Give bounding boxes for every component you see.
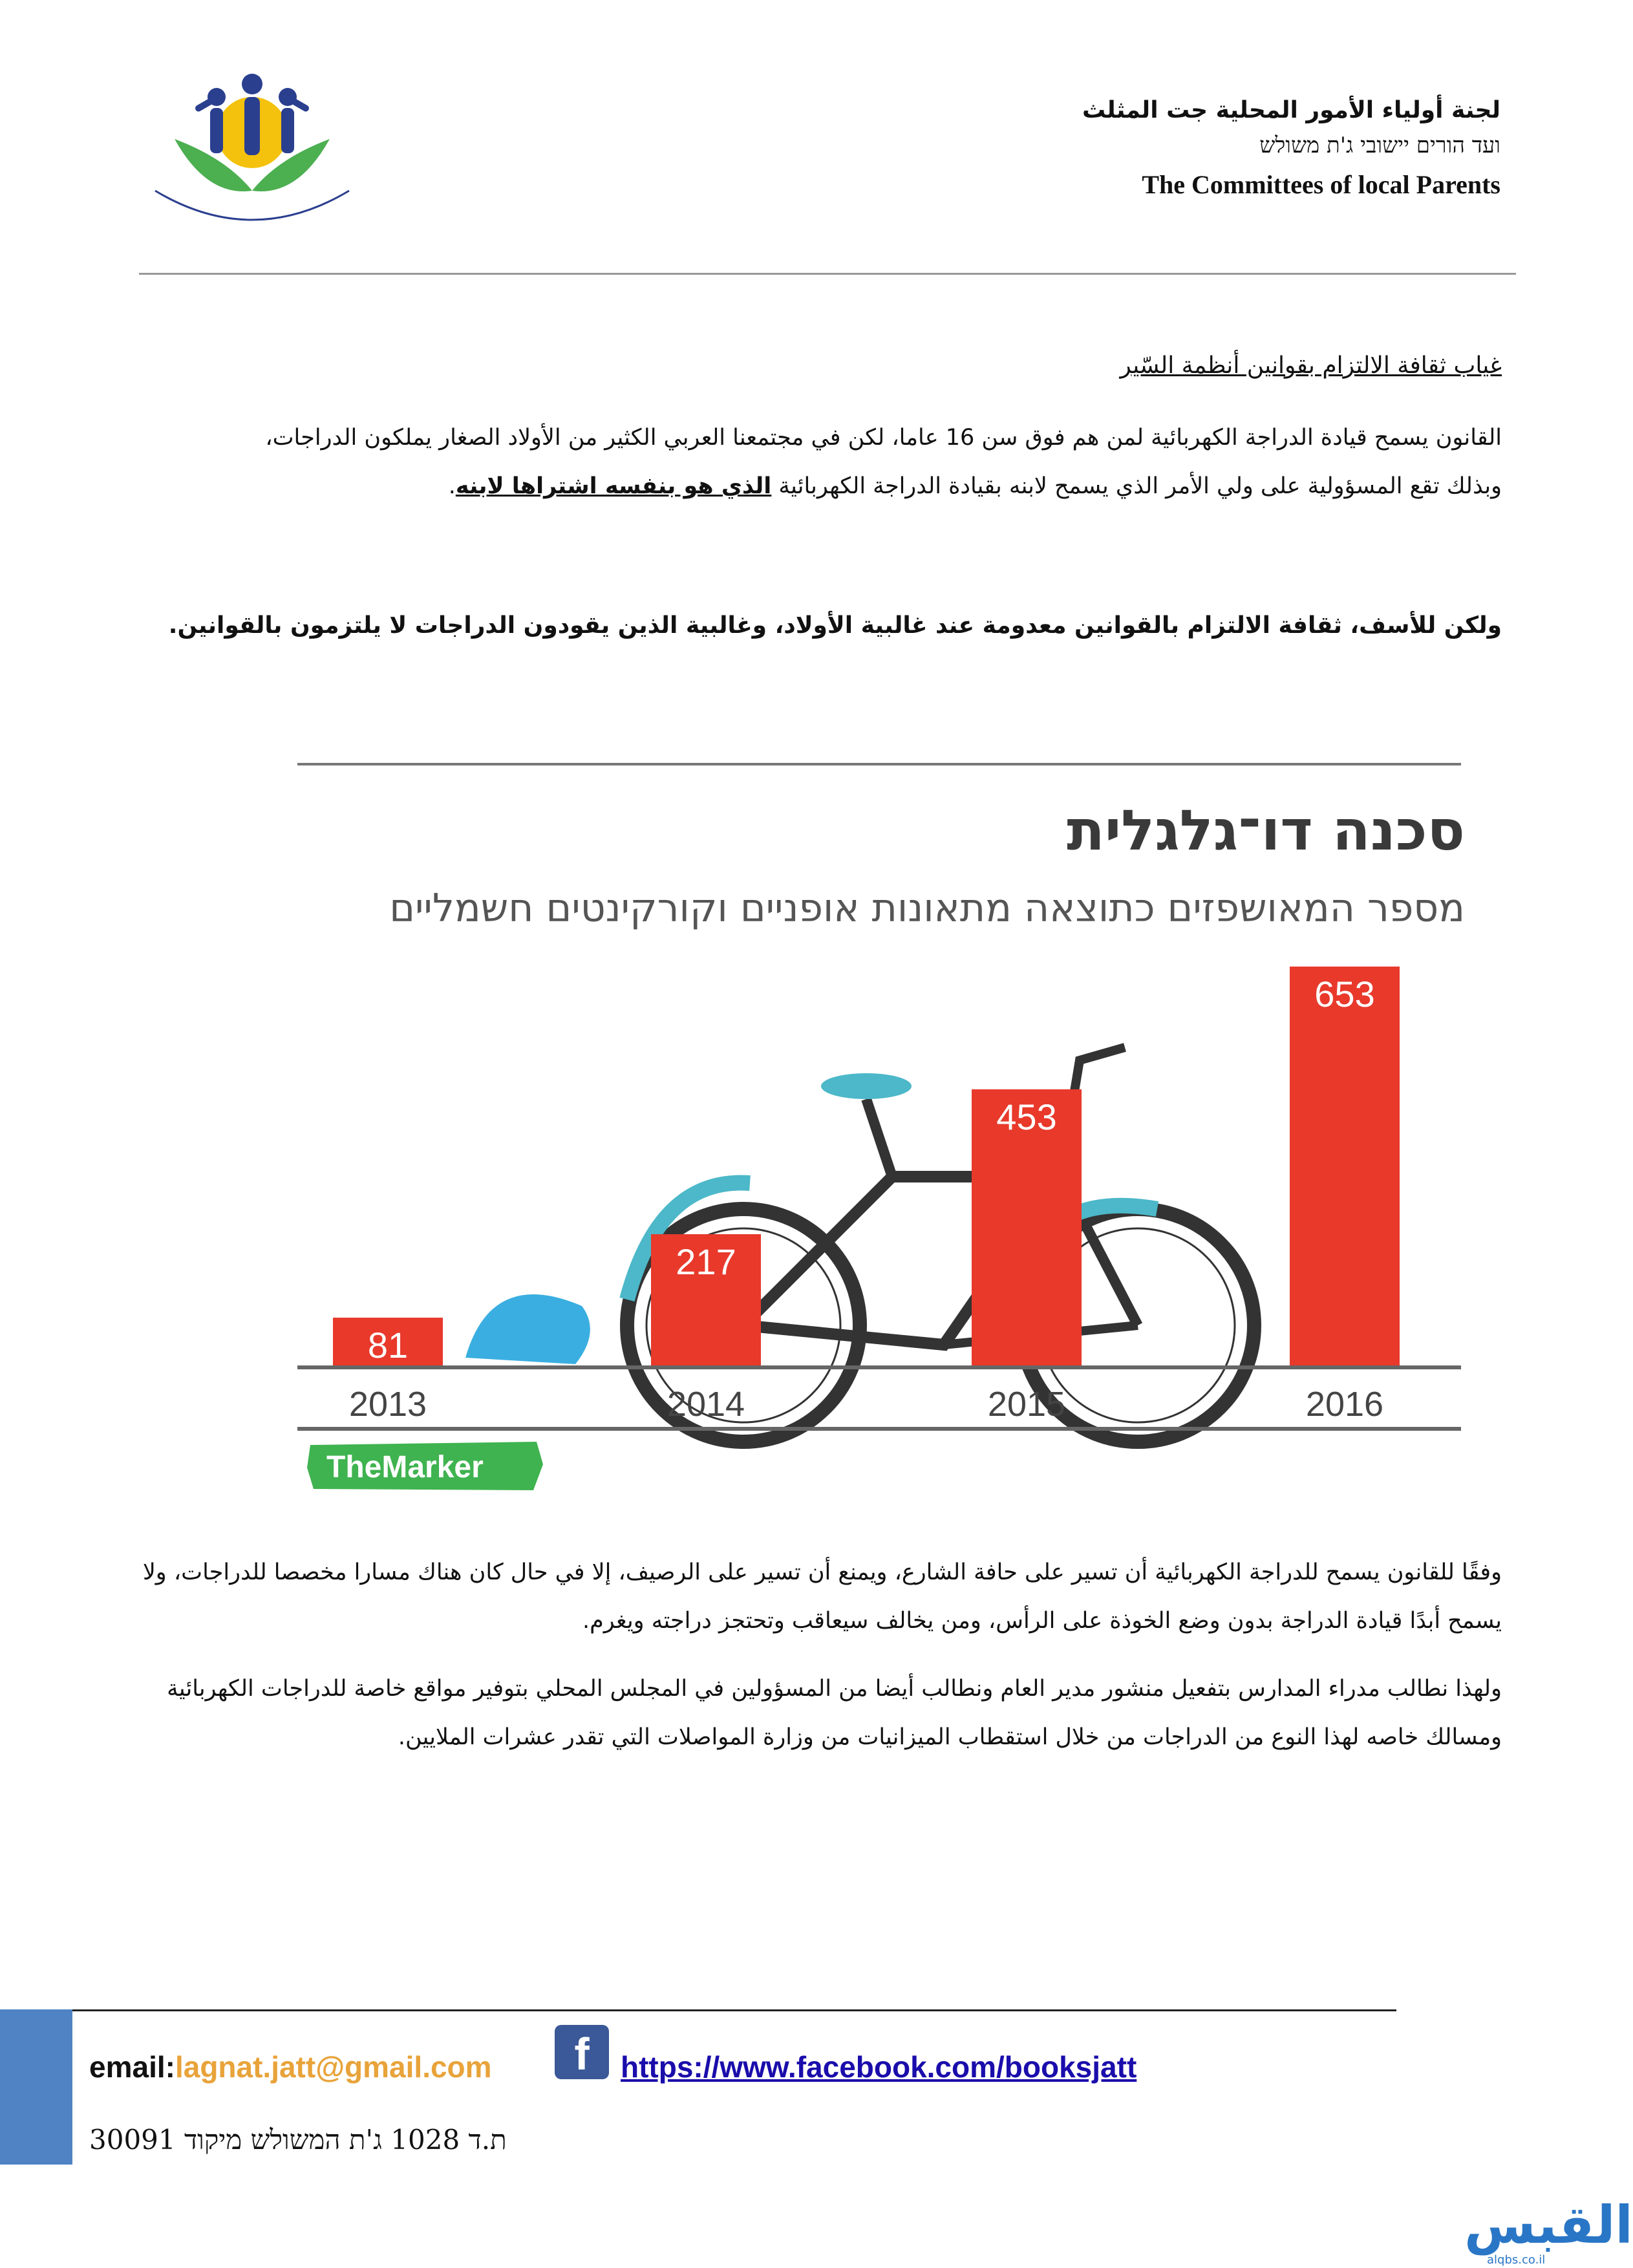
postal-address: ת.ד 1028 ג'ת המשולש מיקוד 30091 xyxy=(89,2124,507,2156)
article-title: غياب ثقافة الالتزام بقوانين أنظمة السّير xyxy=(1120,352,1502,379)
paragraph-1 xyxy=(102,414,1502,511)
hospitalization-chart xyxy=(297,763,1461,1500)
x-tick-label-2014: 2014 xyxy=(667,1385,745,1424)
x-tick-label-2013: 2013 xyxy=(348,1385,427,1424)
footer-accent-bar xyxy=(0,2009,72,2165)
organization-name-hebrew: ועד הורים יישובי ג'ת משולש xyxy=(1259,133,1500,158)
helmet-illustration xyxy=(465,1294,590,1364)
chart-subtitle: מספר המאושפזים כתוצאה מתאונות אופניים וקורקינטים חשמליים xyxy=(389,886,1465,931)
facebook-icon[interactable]: f xyxy=(555,2025,609,2079)
paragraph-1-line-1: القانون يسمح قيادة الدراجة الكهربائية لمن هم فوق سن 16 عاما، لكن في مجتمعنا العربي الكثير من الأولاد الصغار يملكون الدراجات، xyxy=(265,425,1502,451)
bar-value-label-2013: 81 xyxy=(367,1325,409,1366)
committee-logo xyxy=(129,61,375,230)
themarker-logo xyxy=(307,1439,546,1493)
facebook-link[interactable]: https://www.facebook.com/booksjatt xyxy=(621,2050,1137,2084)
emphasis-text: الذي هو بنفسه اشتراها لابنه xyxy=(455,473,772,499)
paragraph-2: ولكن للأسف، ثقافة الالتزام بالقوانين معدومة عند غالبية الأولاد، وغالبية الذين يقودون الدراجات لا يلتزمون بالقوانين. xyxy=(168,612,1502,639)
x-tick-label-2015: 2015 xyxy=(987,1385,1066,1424)
paragraph-1-line-2: وبذلك تقع المسؤولية على ولي الأمر الذي يسمح لابنه بقيادة الدراجة الكهربائية الذي هو بنفسه اشتراها لابنه. xyxy=(448,473,1502,499)
email-label: email: xyxy=(89,2050,175,2084)
email-contact[interactable] xyxy=(89,2049,492,2084)
paragraph-4: ولهذا نطالب مدراء المدارس بتفعيل منشور مدير العام ونطالب أيضا من المسؤولين في المجلس المحلي بتوفير مواقع خاصة للدراجات الكهربائية ومسالك خاصه لهذا النوع من الدراجات من خلال استقطاب الميزانيات من وزارة المواصلات التي تقدر عشرات الملايين. xyxy=(167,1676,1502,1750)
bar-value-label-2014: 217 xyxy=(676,1241,736,1282)
alqbs-domain: alqbs.co.il xyxy=(1487,2253,1546,2267)
chart-source: TheMarker xyxy=(326,1450,484,1484)
email-address[interactable]: lagnat.jatt@gmail.com xyxy=(175,2050,492,2084)
bar-value-label-2016: 653 xyxy=(1314,974,1375,1014)
bar-value-label-2015: 453 xyxy=(996,1096,1057,1137)
x-tick-label-2016: 2016 xyxy=(1305,1385,1384,1424)
paragraph-3: وفقًا للقانون يسمح للدراجة الكهربائية أن تسير على حافة الشارع، ويمنع أن تسير على الرصيف، إلا في حال كان هناك مسارا مخصصا للدراجات، ولا يسمح أبدًا قيادة الدراجة بدون وضع الخوذة على الرأس، ومن يخالف سيعاقب وتحتجز دراجته ويغرم. xyxy=(142,1559,1502,1634)
header-divider xyxy=(139,273,1516,275)
bar-2016 xyxy=(1290,967,1400,1367)
organization-name-english: The Committees of local Parents xyxy=(1142,170,1500,199)
alqbs-watermark: القبس xyxy=(1464,2195,1633,2255)
organization-name-arabic: لجنة أولياء الأمور المحلية جت المثلث xyxy=(1082,97,1500,123)
footer-divider xyxy=(71,2009,1396,2011)
chart-title: סכנה דו־גלגלית xyxy=(1067,798,1465,863)
